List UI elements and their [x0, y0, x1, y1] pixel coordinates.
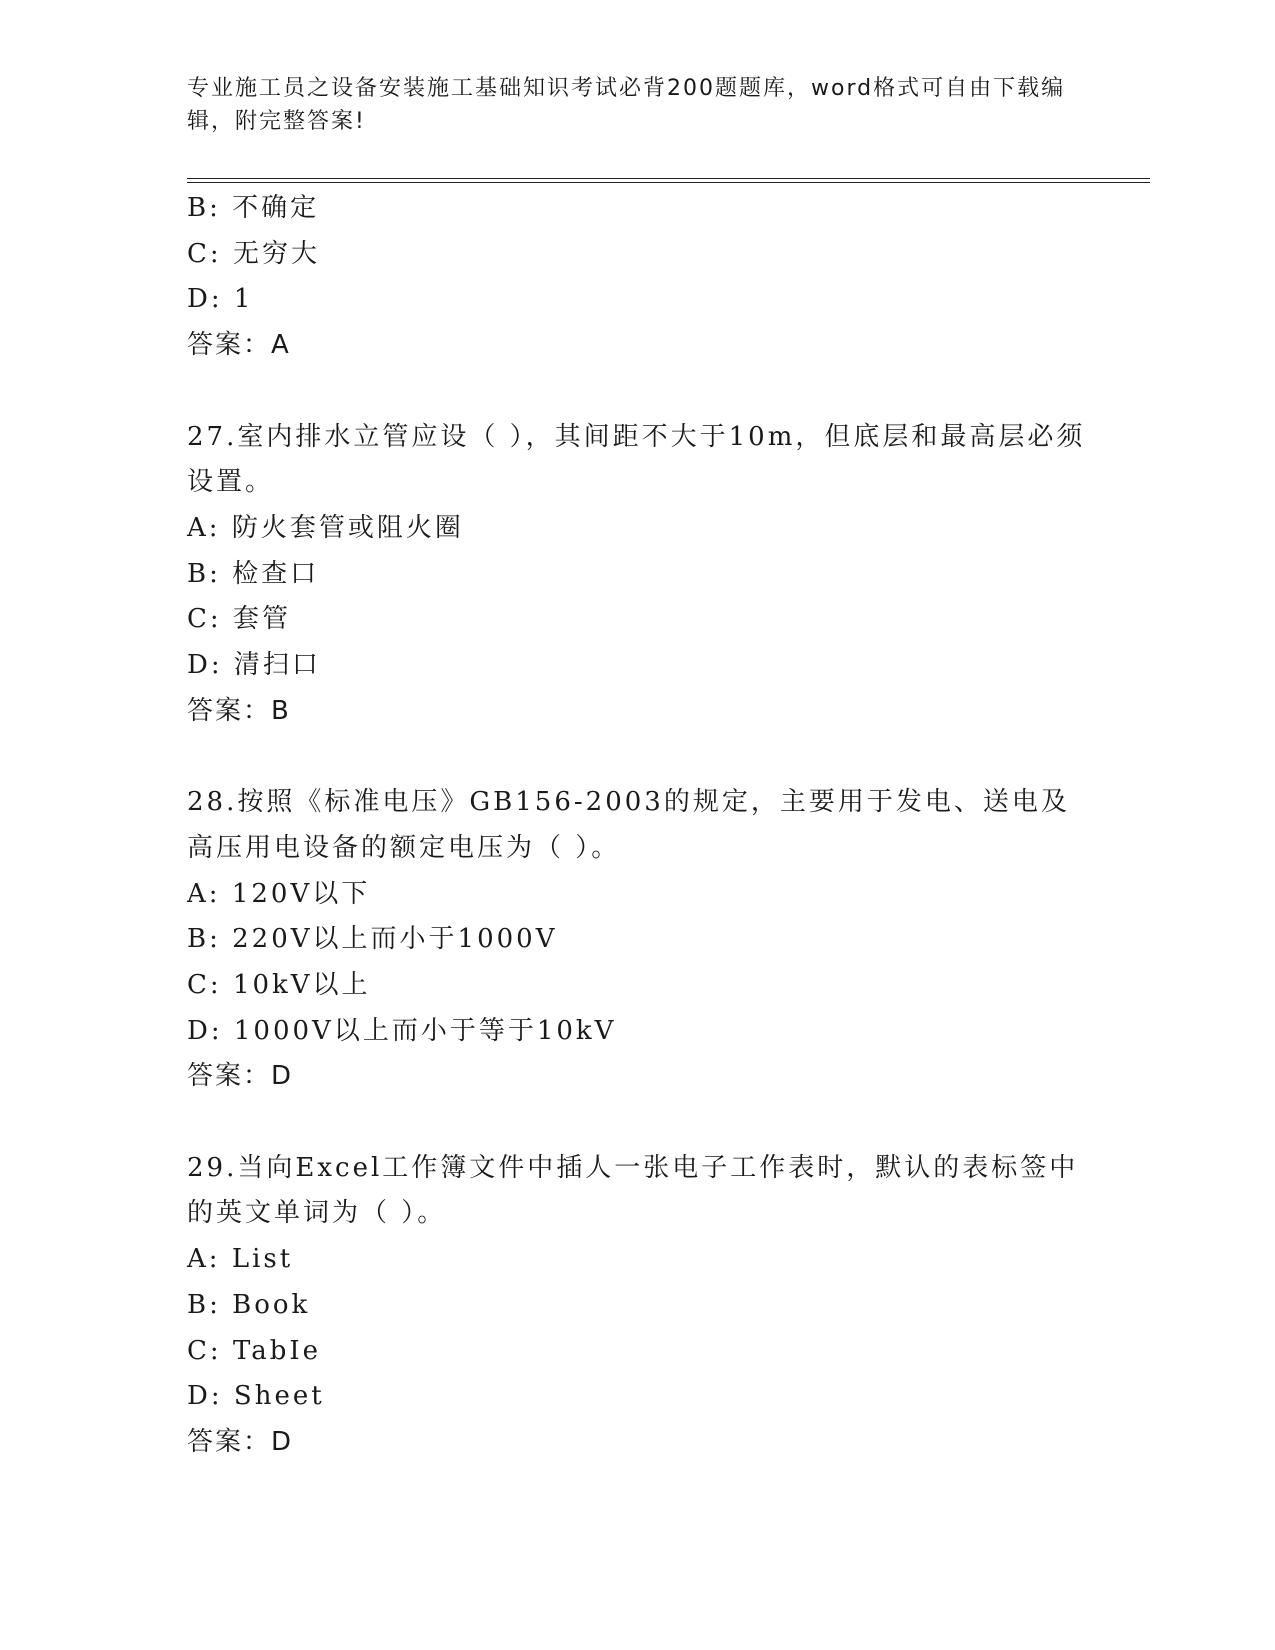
option-label: D [187, 1381, 211, 1412]
option-label: D [187, 284, 211, 315]
option-label: C [187, 604, 210, 635]
option-text: 120V以下 [231, 878, 371, 909]
answer-line [187, 323, 1087, 369]
answer-label: 答案： [187, 695, 272, 726]
option-b: B: Book [187, 1289, 311, 1320]
option-label: A [187, 512, 209, 543]
option-a: A: 防火套管或阻火圈 [187, 512, 464, 543]
option-label: C [187, 1335, 210, 1366]
option-label: A [187, 1244, 209, 1275]
option-c: C: 套管 [187, 604, 291, 635]
option-a: A: List [187, 1244, 294, 1275]
option-label: C [187, 969, 210, 1000]
option-b: B: 不确定 [187, 193, 320, 223]
question-stem: 按照《标准电压》GB156-2003的规定，主要用于发电、送电及高压用电设备的额定电压为（ ）。 [187, 787, 1070, 863]
answer-value: D [271, 1426, 294, 1457]
answer-value: B [271, 695, 291, 726]
answer-label: 答案： [187, 330, 272, 361]
option-b: B: 220V以上而小于1000V [187, 924, 558, 955]
question-text [187, 1146, 1087, 1237]
option-text: Sheet [233, 1381, 325, 1412]
option-label: D [187, 650, 211, 681]
question-stem: 当向Excel工作簿文件中插人一张电子工作表时，默认的表标签中的英文单词为（ ）。 [187, 1152, 1079, 1229]
question-text [187, 780, 1087, 871]
option-label: D [187, 1015, 211, 1046]
option-label: B [187, 924, 210, 955]
option-text: Book [232, 1289, 311, 1320]
question-number: 28. [187, 787, 238, 818]
answer-value: A [271, 330, 291, 361]
option-text: 220V以上而小于1000V [232, 924, 558, 955]
spacer [187, 1100, 1087, 1146]
option-label: C [187, 238, 210, 269]
answer-line [187, 1420, 1087, 1466]
spacer [187, 369, 1087, 415]
spacer [187, 734, 1087, 780]
option-label: B [187, 558, 210, 589]
document-header: 专业施工员之设备安装施工基础知识考试必背200题题库，word格式可自由下载编辑，附完整答案! [187, 76, 1066, 134]
answer-value: D [271, 1061, 294, 1092]
option-text: 不确定 [232, 193, 320, 223]
option-text: 1000V以上而小于等于10kV [233, 1015, 617, 1046]
answer-line [187, 1054, 1087, 1100]
option-c: C: 无穷大 [187, 238, 320, 269]
answer-label: 答案： [187, 1061, 272, 1092]
option-text: 防火套管或阻火圈 [231, 512, 464, 543]
option-d: D: 1 [187, 284, 254, 315]
option-text: List [231, 1244, 294, 1275]
question-stem: 室内排水立管应设（ ），其间距不大于10m，但底层和最高层必须设置。 [187, 421, 1086, 498]
option-label: B [187, 1289, 210, 1320]
header-rule-bottom [187, 182, 1150, 183]
header-rule-top [187, 178, 1150, 179]
option-c: C: TabIe [187, 1335, 322, 1366]
prev-question-block [187, 186, 1087, 369]
question-28 [187, 780, 1087, 1100]
option-text: TabIe [232, 1335, 322, 1366]
option-text: 清扫口 [233, 650, 321, 681]
option-text: 检查口 [232, 558, 320, 589]
option-c: C: 10kV以上 [187, 969, 371, 1000]
question-text [187, 415, 1087, 506]
document-body [187, 186, 1087, 1466]
option-d: D: 清扫口 [187, 650, 321, 681]
option-label: B [187, 193, 210, 223]
option-text: 10kV以上 [232, 969, 371, 1000]
question-number: 29. [187, 1152, 238, 1183]
option-d: D: Sheet [187, 1381, 325, 1412]
question-27 [187, 415, 1087, 735]
option-a: A: 120V以下 [187, 878, 371, 909]
option-label: A [187, 878, 209, 909]
answer-label: 答案： [187, 1426, 272, 1457]
option-text: 1 [233, 284, 254, 315]
option-text: 无穷大 [232, 238, 320, 269]
question-29 [187, 1146, 1087, 1466]
option-d: D: 1000V以上而小于等于10kV [187, 1015, 617, 1046]
answer-line [187, 689, 1087, 735]
option-text: 套管 [232, 604, 291, 635]
option-b: B: 检查口 [187, 558, 320, 589]
question-number: 27. [187, 421, 238, 452]
